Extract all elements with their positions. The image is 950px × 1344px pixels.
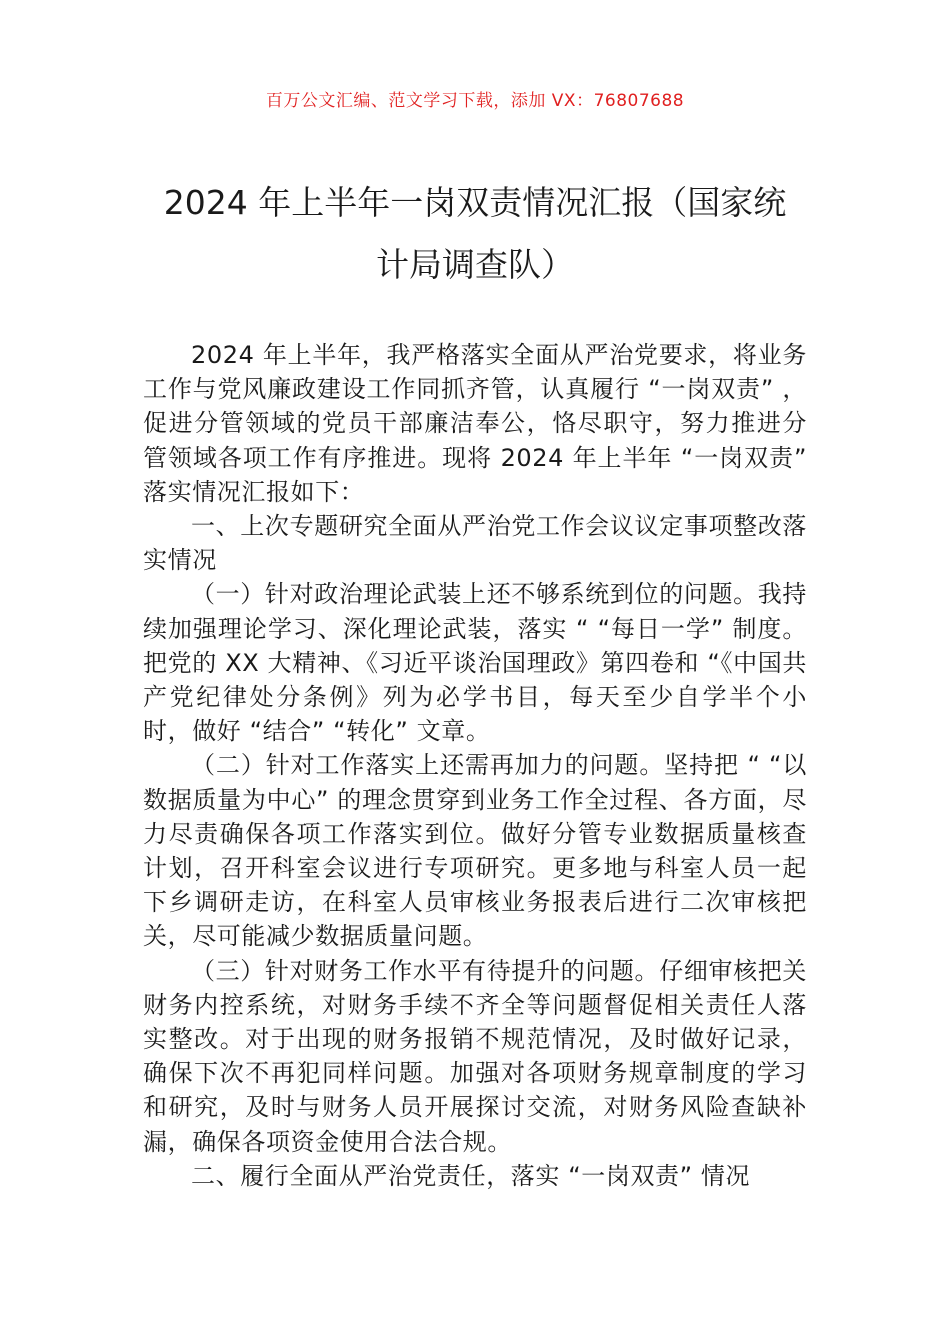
document-body — [143, 338, 807, 1193]
header-banner: 百万公文汇编、范文学习下载，添加 VX：76807688 — [265, 91, 685, 111]
section-heading-1: 一、上次专题研究全面从严治党工作会议议定事项整改落实情况 — [143, 512, 807, 575]
title-line-1: 2024 年上半年一岗双责情况汇报（国家统 — [163, 183, 787, 222]
section-heading-2: 二、履行全面从严治党责任，落实 “一岗双责” 情况 — [191, 1161, 751, 1190]
paragraph-item-1: （一）针对政治理论武装上还不够系统到位的问题。我持续加强理论学习、深化理论武装，落实 “ “每日一学” 制度。把党的 XX 大精神、《习近平谈治国理政》第四卷和 “《中国共产党纪律处分条例》列为必学书目，每天至少自学半个小时，做好 “结合” “转化” 文章。 — [143, 580, 807, 746]
paragraph-intro: 2024 年上半年，我严格落实全面从严治党要求，将业务工作与党风廉政建设工作同抓齐管，认真履行 “一岗双责” ，促进分管领域的党员干部廉洁奉公，恪尽职守，努力推进分管领域各项工作有序推进。现将 2024 年上半年 “一岗双责” 落实情况汇报如下： — [143, 341, 807, 506]
paragraph-item-3: （三）针对财务工作水平有待提升的问题。仔细审核把关财务内控系统，对财务手续不齐全等问题督促相关责任人落实整改。对于出现的财务报销不规范情况，及时做好记录，确保下次不再犯同样问题。加强对各项财务规章制度的学习和研究，及时与财务人员开展探讨交流，对财务风险查缺补漏，确保各项资金使用合法合规。 — [143, 956, 807, 1156]
document-title — [120, 172, 830, 296]
paragraph-item-2: （二）针对工作落实上还需再加力的问题。坚持把 “ “以数据质量为中心” 的理念贯穿到业务工作全过程、各方面，尽力尽责确保各项工作落实到位。做好分管专业数据质量核查计划，召开科室会议进行专项研究。更多地与科室人员一起下乡调研走访，在科室人员审核业务报表后进行二次审核把关，尽可能减少数据质量问题。 — [143, 751, 807, 951]
title-line-2: 计局调查队） — [376, 245, 574, 284]
